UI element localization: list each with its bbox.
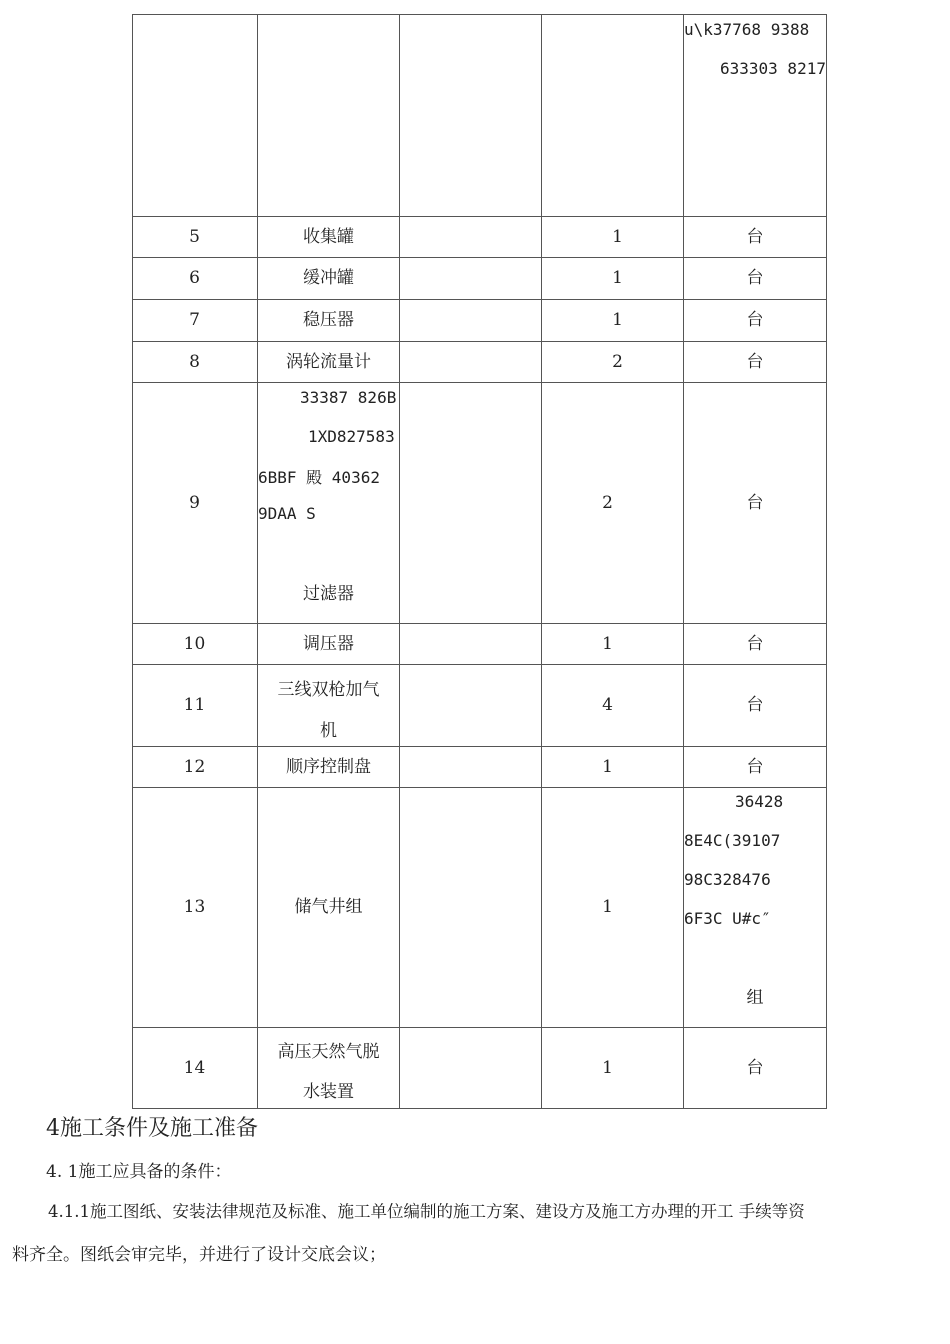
row9-code-line3: 6BBF 殿 40362 (258, 468, 380, 487)
row11-qty: 4 (602, 695, 613, 715)
row6-name: 缓冲罐 (303, 268, 354, 288)
row14-unit: 台 (746, 1057, 764, 1078)
row9-code-line2: 1XD827583 (308, 427, 395, 446)
paragraph-line2: 料齐全。图纸会审完毕，并进行了设计交底会议； (12, 1245, 386, 1265)
row8-no: 8 (189, 351, 200, 372)
row5-name: 收集罐 (303, 226, 354, 247)
row9-code-line4: 9DAA S (258, 504, 316, 523)
row6-no: 6 (189, 268, 200, 288)
row13-name: 储气井组 (294, 897, 363, 917)
row11-name-line1: 三线双枪加气 (277, 679, 380, 700)
row14-name-line1: 高压天然气脱 (277, 1041, 380, 1062)
row12-qty: 1 (602, 756, 613, 777)
table-border-right (826, 14, 827, 1109)
row11-unit: 台 (746, 695, 764, 715)
row9-name: 过滤器 (303, 583, 354, 604)
row1-model-line1: u\k37768 9388 (684, 20, 810, 39)
row14-no: 14 (183, 1057, 206, 1078)
row13-unit: 组 (746, 987, 764, 1008)
row13-qty: 1 (602, 897, 613, 917)
table-col-divider (399, 14, 400, 1109)
row10-unit: 台 (746, 633, 764, 654)
row7-qty: 1 (612, 310, 623, 330)
row14-name-line2: 水装置 (303, 1081, 354, 1102)
row8-name: 涡轮流量计 (286, 351, 371, 372)
row9-qty: 2 (602, 492, 613, 513)
row12-no: 12 (183, 756, 206, 777)
row11-no: 11 (183, 695, 206, 715)
row5-no: 5 (189, 226, 200, 247)
row7-name: 稳压器 (303, 310, 354, 330)
row10-no: 10 (183, 633, 206, 654)
row13-code-line3: 98C328476 (684, 870, 771, 889)
row13-code-line1: 36428 (735, 792, 784, 811)
row10-qty: 1 (602, 633, 613, 654)
row13-code-line2: 8E4C(39107 (684, 831, 781, 850)
row11-name-line2: 机 (320, 720, 337, 741)
paragraph-line1: 4.1.1施工图纸、安装法律规范及标准、施工单位编制的施工方案、建设方及施工方办理的开工 手续等资 (48, 1202, 805, 1221)
row6-unit: 台 (746, 268, 764, 288)
row14-qty: 1 (602, 1057, 613, 1078)
row5-qty: 1 (612, 226, 623, 247)
row1-model-line2: 633303 8217 (720, 59, 826, 78)
section-heading: 4施工条件及施工准备 (46, 1116, 258, 1141)
row12-unit: 台 (746, 756, 764, 777)
sub-heading: 4. 1施工应具备的条件： (46, 1162, 232, 1182)
row8-unit: 台 (746, 351, 764, 372)
row10-name: 调压器 (303, 633, 354, 654)
row6-qty: 1 (612, 268, 623, 288)
row9-unit: 台 (746, 492, 764, 513)
row5-unit: 台 (746, 226, 764, 247)
row13-code-line4: 6F3C U#c″ (684, 909, 771, 928)
row12-name: 顺序控制盘 (286, 756, 371, 777)
row7-unit: 台 (746, 310, 764, 330)
row13-no: 13 (183, 897, 206, 917)
table-row-divider (132, 14, 827, 15)
equipment-table (132, 14, 827, 1109)
row9-no: 9 (189, 492, 200, 513)
row7-no: 7 (189, 310, 200, 330)
row9-code-line1: 33387 826B (300, 388, 397, 407)
row8-qty: 2 (612, 351, 623, 372)
table-border-bottom (132, 1108, 827, 1109)
